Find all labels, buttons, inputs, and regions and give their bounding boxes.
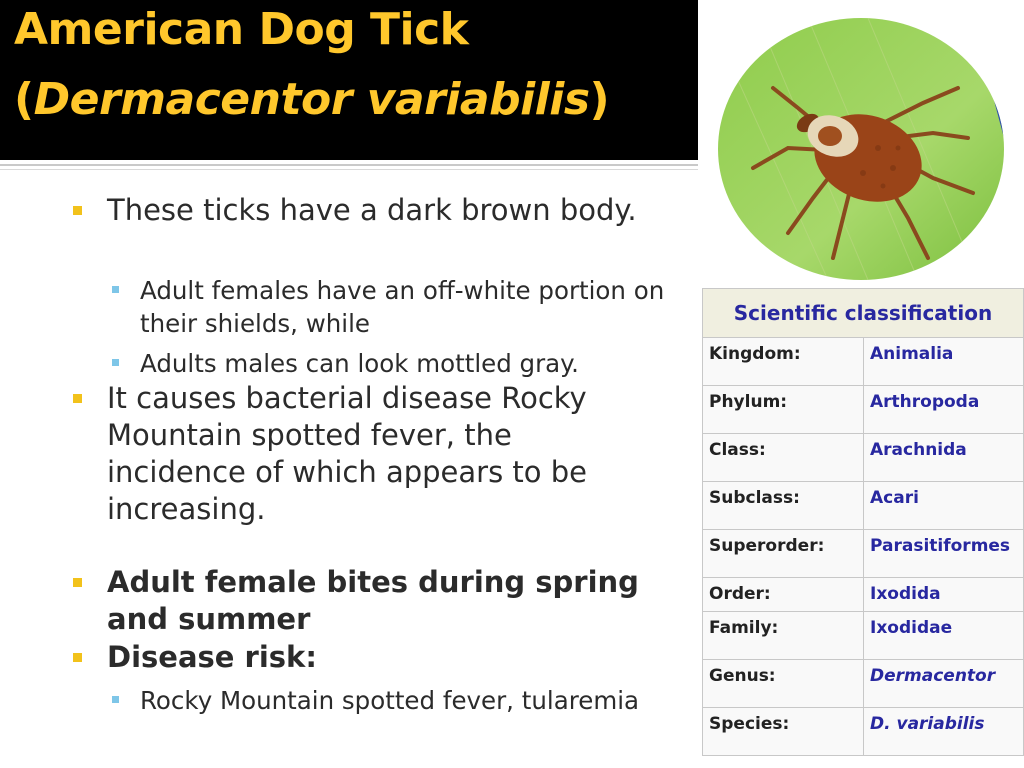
classification-table: [702, 288, 1024, 756]
sub-bullet-item: Adult females have an off-white portion on their shields, while: [140, 276, 665, 338]
table-row: [703, 612, 1024, 660]
sub-bullet-marker: [112, 286, 119, 293]
taxon-link[interactable]: Arthropoda: [864, 386, 1024, 434]
taxon-link[interactable]: Arachnida: [864, 434, 1024, 482]
rank-label: Superorder:: [703, 530, 864, 578]
slide-subtitle: [14, 74, 609, 125]
bullet-item: Disease risk:: [107, 640, 317, 674]
classification-header: Scientific classification: [703, 289, 1024, 338]
title-divider-thin: [0, 169, 698, 170]
table-row: [703, 434, 1024, 482]
subtitle-close-paren: ): [589, 74, 610, 125]
sub-bullet-marker: [112, 359, 119, 366]
rank-label: Order:: [703, 578, 864, 612]
slide-title: American Dog Tick: [14, 4, 469, 55]
bullet-marker: [73, 653, 82, 662]
taxon-link[interactable]: Animalia: [864, 338, 1024, 386]
table-row: [703, 708, 1024, 756]
taxon-link[interactable]: Dermacentor: [864, 660, 1024, 708]
rank-label: Subclass:: [703, 482, 864, 530]
sub-bullet-marker: [112, 696, 119, 703]
title-band: [0, 0, 698, 160]
rank-label: Genus:: [703, 660, 864, 708]
taxon-link[interactable]: Acari: [864, 482, 1024, 530]
bullet-marker: [73, 578, 82, 587]
tick-photo: [718, 18, 1004, 280]
title-divider: [0, 164, 698, 166]
table-row: [703, 482, 1024, 530]
bullet-marker: [73, 394, 82, 403]
subtitle-open-paren: (: [14, 74, 34, 125]
table-row: [703, 386, 1024, 434]
rank-label: Phylum:: [703, 386, 864, 434]
table-row: [703, 578, 1024, 612]
sub-bullet-item: Adults males can look mottled gray.: [140, 349, 579, 378]
taxon-value: D. variabilis: [864, 708, 1024, 756]
table-row: [703, 660, 1024, 708]
rank-label: Class:: [703, 434, 864, 482]
rank-label: Species:: [703, 708, 864, 756]
rank-label: Family:: [703, 612, 864, 660]
bullet-item: It causes bacterial disease Rocky Mountain spotted fever, the incidence of which appears to be increasing.: [107, 381, 587, 526]
table-row: [703, 530, 1024, 578]
taxon-link[interactable]: Parasitiformes: [864, 530, 1024, 578]
sub-bullet-item: Rocky Mountain spotted fever, tularemia: [140, 686, 640, 715]
bullet-item: These ticks have a dark brown body.: [107, 193, 637, 227]
taxon-link[interactable]: Ixodidae: [864, 612, 1024, 660]
taxon-link[interactable]: Ixodida: [864, 578, 1024, 612]
rank-label: Kingdom:: [703, 338, 864, 386]
table-row: [703, 338, 1024, 386]
subtitle-species-name: Dermacentor variabilis: [33, 74, 590, 125]
bullet-item: Adult female bites during spring and summer: [107, 565, 639, 636]
bullet-marker: [73, 206, 82, 215]
